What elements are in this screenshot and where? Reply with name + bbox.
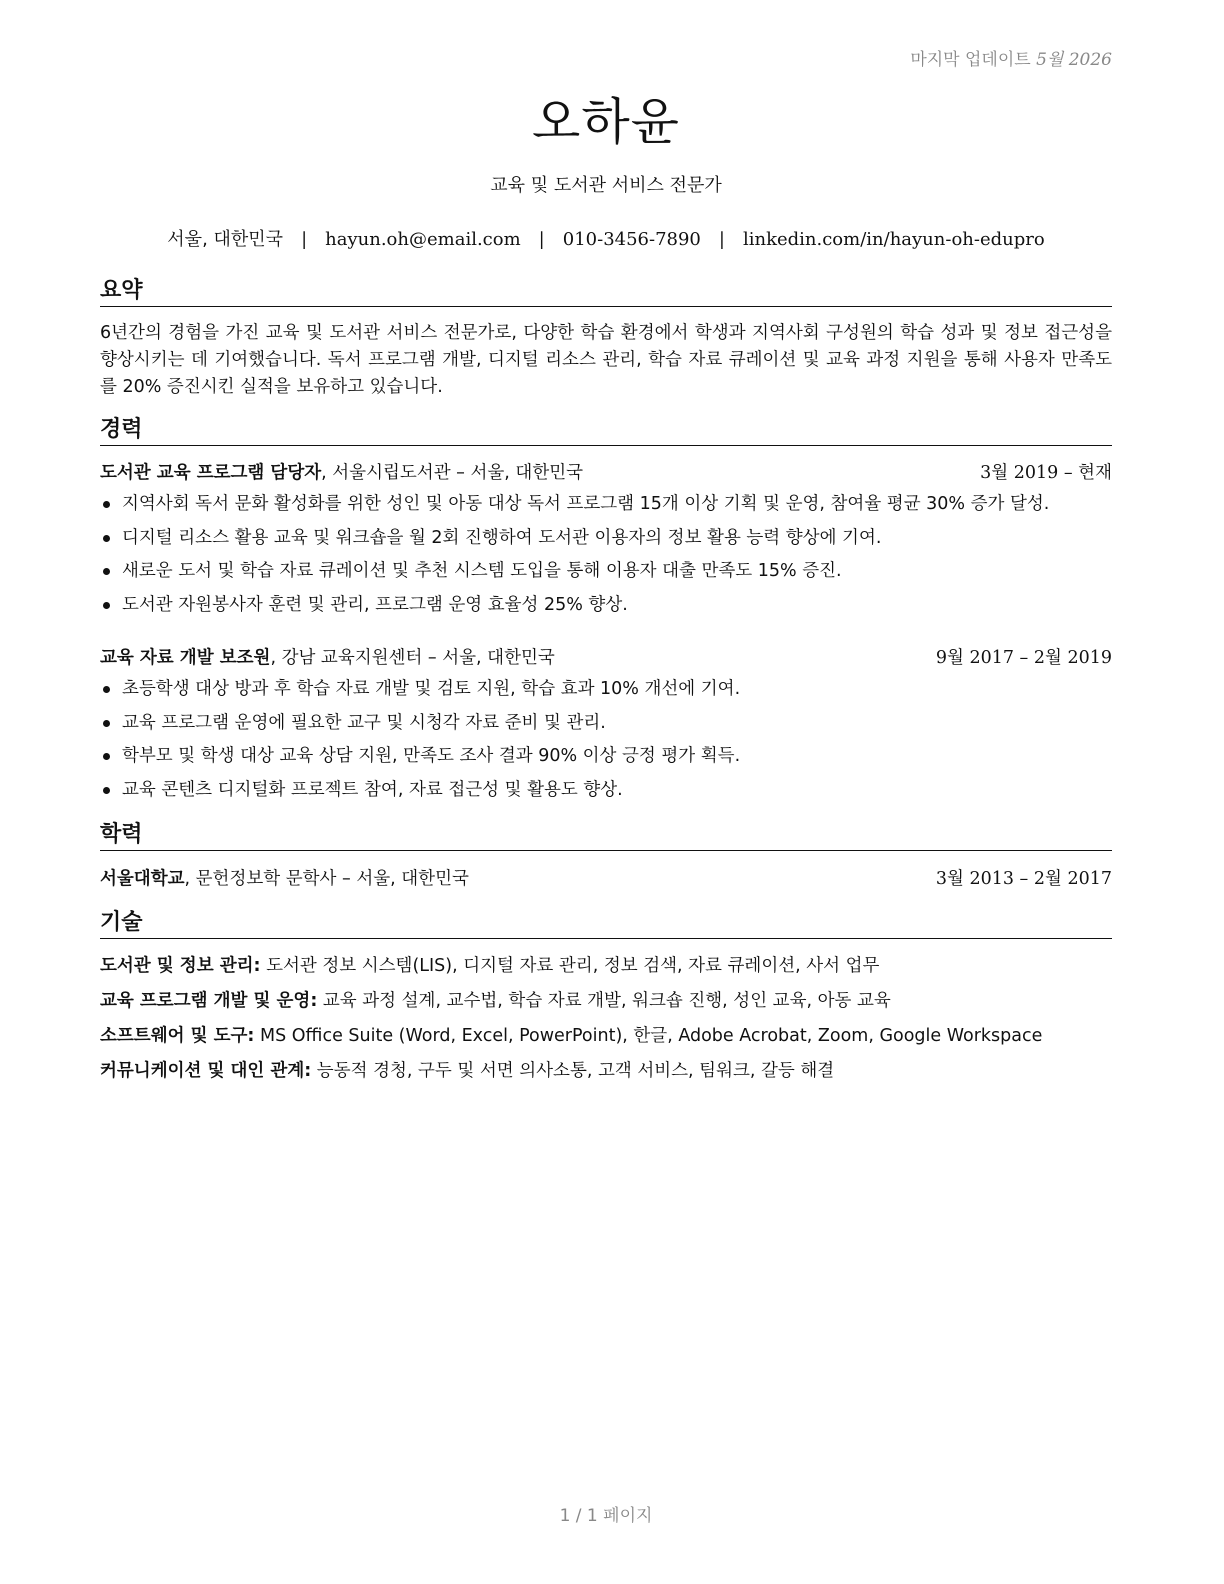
skill-value: 도서관 정보 시스템(LIS), 디지털 자료 관리, 정보 검색, 자료 큐레이션, 사서 업무 <box>260 956 880 976</box>
last-updated-label: 마지막 업데이트 <box>910 50 1031 70</box>
job-header <box>100 460 1112 486</box>
summary-text: 6년간의 경험을 가진 교육 및 도서관 서비스 전문가로, 다양한 학습 환경에서 학생과 지역사회 구성원의 학습 성과 및 정보 접근성을 향상시키는 데 기여했습니다. 독서 프로그램 개발, 디지털 리소스 관리, 학습 자료 큐레이션 및 교육 과정 지원을 통해 사용자 만족도를 20% 증진시킨 실적을 보유하고 있습니다. <box>100 323 1112 397</box>
contact-linkedin[interactable]: linkedin.com/in/hayun-oh-edupro <box>742 229 1045 250</box>
job-bullet: 교육 콘텐츠 디지털화 프로젝트 참여, 자료 접근성 및 활용도 향상. <box>100 777 1112 811</box>
page-number: 1 / 1 페이지 <box>559 1506 653 1526</box>
skill-line <box>100 1058 1112 1093</box>
job-header <box>100 645 1112 671</box>
job-bullet: 새로운 도서 및 학습 자료 큐레이션 및 추천 시스템 도입을 통해 이용자 대출 만족도 15% 증진. <box>100 558 1112 592</box>
contact-separator: | <box>718 229 725 250</box>
resume-page <box>100 0 1112 1584</box>
job-bullet: 디지털 리소스 활용 교육 및 워크숍을 월 2회 진행하여 도서관 이용자의 정보 활용 능력 향상에 기여. <box>100 525 1112 559</box>
candidate-headline: 교육 및 도서관 서비스 전문가 <box>490 175 722 196</box>
education-detail: , 문헌정보학 문학사 – 서울, 대한민국 <box>184 869 469 889</box>
skill-label: 소프트웨어 및 도구: <box>100 1026 255 1046</box>
education-school: 서울대학교 <box>100 869 185 889</box>
job-dates: 3월 2019 – 현재 <box>980 463 1112 483</box>
contact-phone: 010-3456-7890 <box>562 229 701 250</box>
job-bullets <box>100 676 1112 810</box>
job-organization: , 서울시립도서관 – 서울, 대한민국 <box>321 463 584 483</box>
skill-value: 교육 과정 설계, 교수법, 학습 자료 개발, 워크숍 진행, 성인 교육, 아동 교육 <box>317 991 891 1011</box>
job-bullets <box>100 491 1112 625</box>
contact-email[interactable]: hayun.oh@email.com <box>325 229 521 250</box>
contact-separator: | <box>538 229 545 250</box>
skill-label: 도서관 및 정보 관리: <box>100 956 261 976</box>
job-role: 교육 자료 개발 보조원 <box>100 648 271 668</box>
candidate-name: 오하윤 <box>532 93 680 151</box>
job-bullet: 교육 프로그램 운영에 필요한 교구 및 시청각 자료 준비 및 관리. <box>100 710 1112 744</box>
education-dates: 3월 2013 – 2월 2017 <box>935 869 1112 889</box>
education-line <box>100 866 469 892</box>
contact-line <box>100 225 1112 251</box>
skill-value: MS Office Suite (Word, Excel, PowerPoint), 한글, Adobe Acrobat, Zoom, Google Workspace <box>254 1026 1043 1046</box>
job-bullet: 학부모 및 학생 대상 교육 상담 지원, 만족도 조사 결과 90% 이상 긍정 평가 획득. <box>100 743 1112 777</box>
job-title-line <box>100 460 583 486</box>
job-bullet: 지역사회 독서 문화 활성화를 위한 성인 및 아동 대상 독서 프로그램 15개 이상 기획 및 운영, 참여율 평균 30% 증가 달성. <box>100 491 1112 525</box>
skill-label: 교육 프로그램 개발 및 운영: <box>100 991 318 1011</box>
job-organization: , 강남 교육지원센터 – 서울, 대한민국 <box>270 648 555 668</box>
contact-separator: | <box>301 229 308 250</box>
job-dates: 9월 2017 – 2월 2019 <box>935 648 1112 668</box>
last-updated <box>910 45 1112 70</box>
skill-value: 능동적 경청, 구두 및 서면 의사소통, 고객 서비스, 팀워크, 갈등 해결 <box>311 1061 835 1081</box>
last-updated-month: 5월 <box>1036 50 1064 70</box>
section-title-education: 학력 <box>100 821 1112 851</box>
skills-list <box>100 953 1112 1093</box>
skill-line <box>100 988 1112 1023</box>
contact-location: 서울, 대한민국 <box>167 229 284 250</box>
section-title-summary: 요약 <box>100 277 1112 307</box>
job-bullet: 도서관 자원봉사자 훈련 및 관리, 프로그램 운영 효율성 25% 향상. <box>100 592 1112 626</box>
job-role: 도서관 교육 프로그램 담당자 <box>100 463 322 483</box>
section-title-skills: 기술 <box>100 909 1112 939</box>
job-bullet: 초등학생 대상 방과 후 학습 자료 개발 및 검토 지원, 학습 효과 10% 개선에 기여. <box>100 676 1112 710</box>
education-entry <box>100 866 1112 892</box>
skill-label: 커뮤니케이션 및 대인 관계: <box>100 1061 312 1081</box>
job-title-line <box>100 645 555 671</box>
skill-line <box>100 953 1112 988</box>
last-updated-year: 2026 <box>1068 50 1112 70</box>
section-title-experience: 경력 <box>100 416 1112 446</box>
skill-line <box>100 1023 1112 1058</box>
